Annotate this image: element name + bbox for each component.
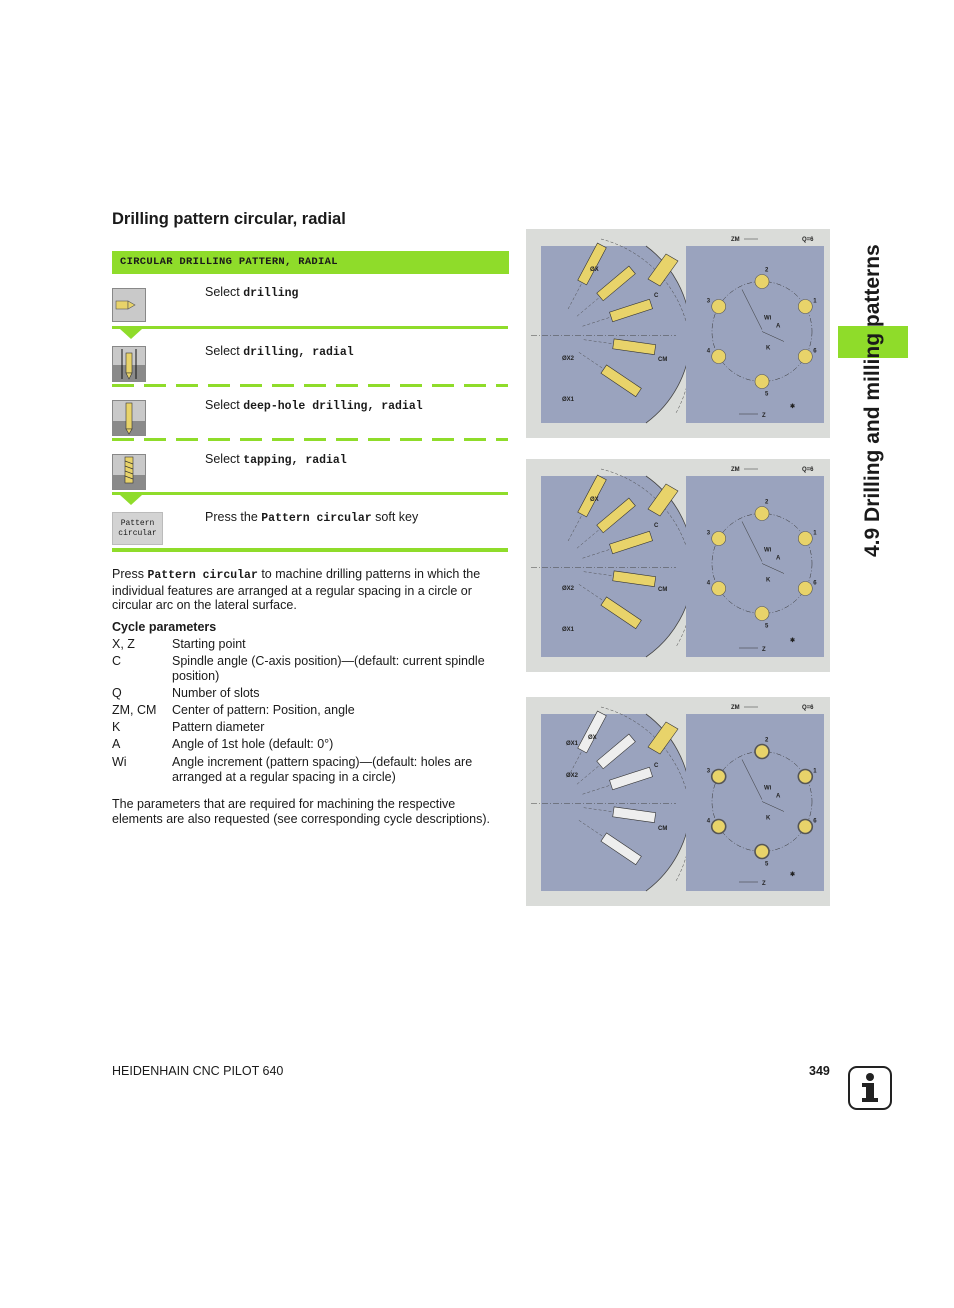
label-a: A (776, 793, 781, 800)
step-end-separator (112, 548, 508, 552)
tapping-icon (112, 454, 146, 490)
hole-1 (798, 770, 812, 784)
hole-label-5: 5 (765, 391, 769, 398)
hole-label-3: 3 (706, 298, 711, 305)
hole-5 (755, 607, 769, 621)
hole-3 (712, 770, 726, 784)
deep-hole-drill-icon (112, 400, 146, 436)
label-k: K (766, 345, 771, 352)
drill-icon (112, 288, 146, 322)
step-header-bar (112, 251, 509, 274)
face-view (686, 476, 824, 657)
hole-label-4: 4 (706, 818, 711, 825)
label-dx: ØX (588, 735, 597, 741)
label-q: Q=6 (802, 467, 814, 473)
section-title: Drilling pattern circular, radial (112, 210, 346, 228)
softkey-line-2: circular (118, 529, 157, 538)
hole-4 (712, 820, 726, 834)
origin-marker: ✱ (790, 872, 796, 878)
hole-label-5: 5 (765, 623, 769, 630)
hole-label-5: 5 (765, 861, 769, 868)
hole-label-1: 1 (813, 768, 817, 775)
label-c: C (654, 763, 659, 769)
label-wi: Wi (764, 315, 772, 322)
hole-3 (712, 532, 726, 546)
step-2-text: Select drilling, radial (205, 344, 354, 359)
origin-marker: ✱ (790, 638, 796, 644)
label-c: C (654, 523, 659, 529)
label-k: K (766, 815, 771, 822)
hole-6 (798, 350, 812, 364)
step-header-label: CIRCULAR DRILLING PATTERN, RADIAL (120, 256, 338, 268)
hole-label-1: 1 (813, 530, 817, 537)
label-dx: ØX (590, 497, 599, 503)
hole-label-2: 2 (765, 737, 769, 744)
label-q: Q=6 (802, 237, 814, 243)
origin-marker: ✱ (790, 404, 796, 410)
label-wi: Wi (764, 547, 772, 554)
label-z: Z (762, 881, 766, 887)
pattern-circular-softkey[interactable] (112, 512, 163, 545)
step-5-text: Press the Pattern circular soft key (205, 510, 419, 525)
hole-label-6: 6 (813, 580, 817, 587)
hole-2 (755, 275, 769, 289)
step-arrow (120, 329, 142, 339)
hole-4 (712, 350, 726, 364)
intro-paragraph: Press Pattern circular to machine drilling patterns in which the individual features are arranged at a regular spacing in a circle or circular arc on the lateral surface. (112, 567, 481, 612)
label-cm: CM (658, 587, 668, 593)
hole-5 (755, 375, 769, 389)
label-zm: ZM (731, 705, 740, 711)
hole-2 (755, 507, 769, 521)
hole-5 (755, 845, 769, 859)
label-dx1: ØX1 (562, 397, 575, 403)
label-cm: CM (658, 826, 668, 832)
hole-3 (712, 300, 726, 314)
hole-6 (798, 582, 812, 596)
chapter-side-title-text: 4.9 Drilling and milling patterns (861, 244, 884, 557)
label-c: C (654, 293, 659, 299)
figure-radial-tapping (526, 697, 830, 906)
label-dx1: ØX1 (566, 741, 579, 747)
label-dx2: ØX2 (562, 356, 575, 362)
label-dx2: ØX2 (566, 773, 579, 779)
label-zm: ZM (731, 467, 740, 473)
step-arrow (120, 495, 142, 505)
label-q: Q=6 (802, 705, 814, 711)
label-zm: ZM (731, 237, 740, 243)
label-wi: Wi (764, 785, 772, 792)
hole-label-6: 6 (813, 348, 817, 355)
footer-product: HEIDENHAIN CNC PILOT 640 (112, 1064, 284, 1078)
label-a: A (776, 555, 781, 562)
label-k: K (766, 577, 771, 584)
face-view (686, 246, 824, 423)
step-4-text: Select tapping, radial (205, 452, 347, 467)
figure-radial-drilling (526, 229, 830, 438)
hole-label-1: 1 (813, 298, 817, 305)
hole-1 (798, 532, 812, 546)
hole-label-6: 6 (813, 818, 817, 825)
label-cm: CM (658, 357, 668, 363)
step-separator-dashed (112, 438, 508, 441)
hole-label-2: 2 (765, 499, 769, 506)
hole-label-4: 4 (706, 348, 711, 355)
step-separator (112, 492, 508, 495)
radial-drill-icon (112, 346, 146, 382)
step-1-text: Select drilling (205, 285, 299, 300)
figure-radial-deep-hole-drilling (526, 459, 830, 672)
hole-label-2: 2 (765, 267, 769, 274)
cycle-parameters-heading: Cycle parameters (112, 620, 217, 634)
info-icon (848, 1066, 892, 1110)
hole-1 (798, 300, 812, 314)
hole-label-3: 3 (706, 530, 711, 537)
hole-6 (798, 820, 812, 834)
closing-paragraph: The parameters that are required for machining the respective elements are also requested (see corresponding cycle descriptions). (112, 797, 490, 826)
hole-4 (712, 582, 726, 596)
step-separator (112, 326, 508, 329)
hole-label-4: 4 (706, 580, 711, 587)
face-view (686, 714, 824, 891)
label-a: A (776, 323, 781, 330)
step-3-text: Select deep-hole drilling, radial (205, 398, 423, 413)
softkey-line-1: Pattern (120, 519, 155, 528)
label-dx1: ØX1 (562, 627, 575, 633)
step-separator-dashed (112, 384, 508, 387)
label-z: Z (762, 647, 766, 653)
page-number: 349 (809, 1064, 830, 1078)
label-dx: ØX (590, 267, 599, 273)
label-z: Z (762, 413, 766, 419)
hole-label-3: 3 (706, 768, 711, 775)
label-dx2: ØX2 (562, 586, 575, 592)
hole-2 (755, 745, 769, 759)
